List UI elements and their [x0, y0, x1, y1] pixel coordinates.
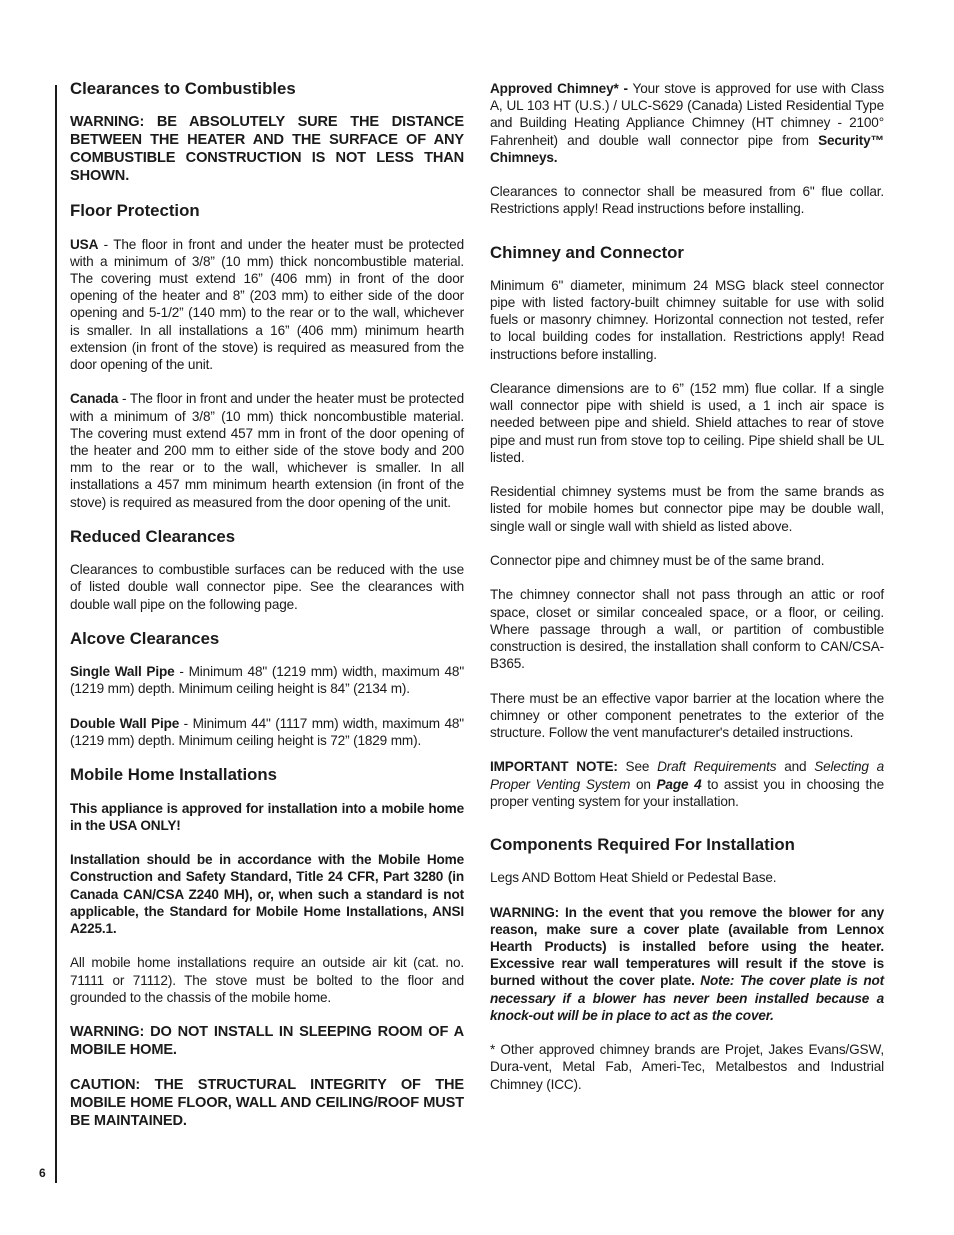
venting-system-ref: Selecting a Proper Venting System [490, 759, 884, 792]
mobile-caution: CAUTION: THE STRUCTURAL INTEGRITY OF THE MOBILE HOME FLOOR, WALL AND CEILING/ROOF MUST BE MAINTAINED. [70, 1077, 464, 1130]
mobile-approved-text: This appliance is approved for installation into a mobile home in the USA ONLY! [70, 800, 464, 833]
important-note-and: and [776, 759, 815, 775]
left-column [70, 80, 464, 1148]
reduced-clearances-text: Clearances to combustible surfaces can be reduced with the use of listed double wall connector pipe. See the clearances with double wall pipe on the following page. [70, 562, 464, 612]
right-column [490, 80, 884, 1110]
same-brand-text: Connector pipe and chimney must be of the same brand. [490, 553, 825, 569]
approved-chimney-text: Your stove is approved for use with Class A, UL 103 HT (U.S.) / ULC-S629 (Canada) Listed Residential Type and Building Heating Appliance Chimney (HT chimney - 2100° Fahrenheit) and double wall connector pipe from [490, 81, 885, 148]
important-note-label: IMPORTANT NOTE: [490, 759, 618, 775]
chimney-connector-heading: Chimney and Connector [490, 242, 684, 262]
blower-warning: WARNING: In the event that you remove the blower for any reason, make sure a cover plate (available from Lennox Hearth Products) is installed before using the heater. Excessive rear wall temperatures will result if the stove is burned without the cover plate. [490, 904, 884, 989]
floor-protection-heading: Floor Protection [70, 201, 200, 221]
components-text: Legs AND Bottom Heat Shield or Pedestal Base. [490, 870, 777, 886]
canada-text: - The floor in front and under the heater must be protected with a minimum of 3/8” (10 mm) thick noncombustible material. The covering must extend 457 mm in front of the door opening of the heater and 200 mm to either side of the stove body and 200 mm to the rear or to the wall, whichever is smaller. In all installations a 457 mm minimum hearth extension (in front of the stove) is required as measured from the door opening of the unit. [70, 391, 464, 510]
mobile-standard-text: Installation should be in accordance with the Mobile Home Construction and Safety Standard, Title 24 CFR, Part 3280 (in Canada CAN/CSA Z240 MH), or, when such a standard is not applicable, the Standard for Mobile Home Installations, ANSI A225.1. [70, 852, 464, 937]
important-note [490, 758, 884, 810]
clearances-warning: WARNING: BE ABSOLUTELY SURE THE DISTANCE BETWEEN THE HEATER AND THE SURFACE OF ANY COMBUSTIBLE CONSTRUCTION IS NOT LESS THAN SHOWN. [70, 114, 464, 185]
important-note-rest: to assist you in choosing the proper venting system for your installation. [490, 776, 884, 809]
connector-attic-text: The chimney connector shall not pass through an attic or roof space, closet or similar concealed space, or a floor, or ceiling. Where passage through a wall, or partition of combustible construction is desired, the installation shall conform to CAN/CSA-B365. [490, 587, 884, 672]
canada-label: Canada [70, 391, 119, 407]
approved-chimney-paragraph [490, 80, 884, 166]
usa-paragraph [70, 236, 464, 374]
blower-warning-paragraph [490, 904, 884, 1024]
draft-requirements-ref: Draft Requirements [657, 759, 777, 775]
mobile-air-kit-text: All mobile home installations require an outside air kit (cat. no. 71111 or 71112). The stove must be bolted to the floor and grounded to the chassis of the mobile home. [70, 955, 464, 1005]
page-number: 6 [39, 1166, 46, 1180]
single-wall-label: Single Wall Pipe [70, 664, 175, 680]
reduced-clearances-heading: Reduced Clearances [70, 527, 236, 547]
canada-paragraph [70, 390, 464, 510]
page-ref: Page 4 [656, 776, 702, 792]
residential-chimney-text: Residential chimney systems must be from the same brands as listed for mobile homes but connector pipe may be double wall, single wall or single wall with shield as listed above. [490, 484, 884, 534]
usa-label: USA [70, 236, 99, 252]
other-brands-text: * Other approved chimney brands are Projet, Jakes Evans/GSW, Dura-vent, Metal Fab, Ameri-Tec, Metalbestos and Industrial Chimney (ICC). [490, 1042, 884, 1092]
approved-chimney-label: Approved Chimney* - [490, 81, 628, 96]
clearances-heading: Clearances to Combustibles [70, 79, 296, 98]
double-wall-paragraph [70, 715, 464, 749]
single-wall-paragraph [70, 663, 464, 697]
mobile-home-heading: Mobile Home Installations [70, 765, 277, 785]
single-wall-text: - Minimum 48" (1219 mm) width, maximum 48" (1219 mm) depth. Minimum ceiling height is 84” (2134 m). [70, 664, 464, 697]
connector-clearance-text: Clearances to connector shall be measured from 6" flue collar. Restrictions apply! Read instructions before installing. [490, 184, 884, 217]
double-wall-text: - Minimum 44" (1117 mm) width, maximum 48" (1219 mm) depth. Minimum ceiling height is 72” (1829 mm). [70, 715, 464, 749]
components-heading: Components Required For Installation [490, 835, 795, 855]
important-note-on: on [630, 776, 657, 792]
blower-note: Note: The cover plate is not necessary if a blower has never been installed because a knock-out will be in place to act as the cover. [490, 973, 884, 1023]
margin-rule [55, 85, 57, 1183]
clearance-dimensions-text: Clearance dimensions are to 6” (152 mm) flue collar. If a single wall connector pipe with shield is used, a 1 inch air space is needed between pipe and shield. Shield attaches to rear of stove pipe and must run from stove top to ceiling. Pipe shield shall be UL listed. [490, 381, 884, 465]
alcove-clearances-heading: Alcove Clearances [70, 629, 220, 649]
mobile-warning: WARNING: DO NOT INSTALL IN SLEEPING ROOM OF A MOBILE HOME. [70, 1024, 464, 1059]
usa-text: - The floor in front and under the heater must be protected with a minimum of 3/8” (10 mm) thick noncombustible material. The covering must extend 16” (406 mm) in front of the door opening of the heater and 8” (203 mm) to either side of the door opening and 5-1/2” (140 mm) to the rear or to the wall, whichever is smaller. In all installations a 16” (406 mm) minimum hearth extension (in front of the stove) is required as measured from the door opening of the unit. [70, 236, 464, 373]
chimney-minimum-text: Minimum 6" diameter, minimum 24 MSG black steel connector pipe with listed factory-built chimney suitable for use with solid fuels or masonry chimney. Horizontal connection not tested, refer to local building codes for installation. Restrictions apply! Read instructions before installing. [490, 277, 884, 362]
important-note-see: See [617, 759, 658, 775]
vapor-barrier-text: There must be an effective vapor barrier at the location where the chimney or other component penetrates to the exterior of the structure. Follow the vent manufacturer's detailed instructions. [490, 690, 884, 741]
approved-chimney-brand: Security™ Chimneys. [490, 132, 884, 165]
double-wall-label: Double Wall Pipe [70, 715, 180, 731]
